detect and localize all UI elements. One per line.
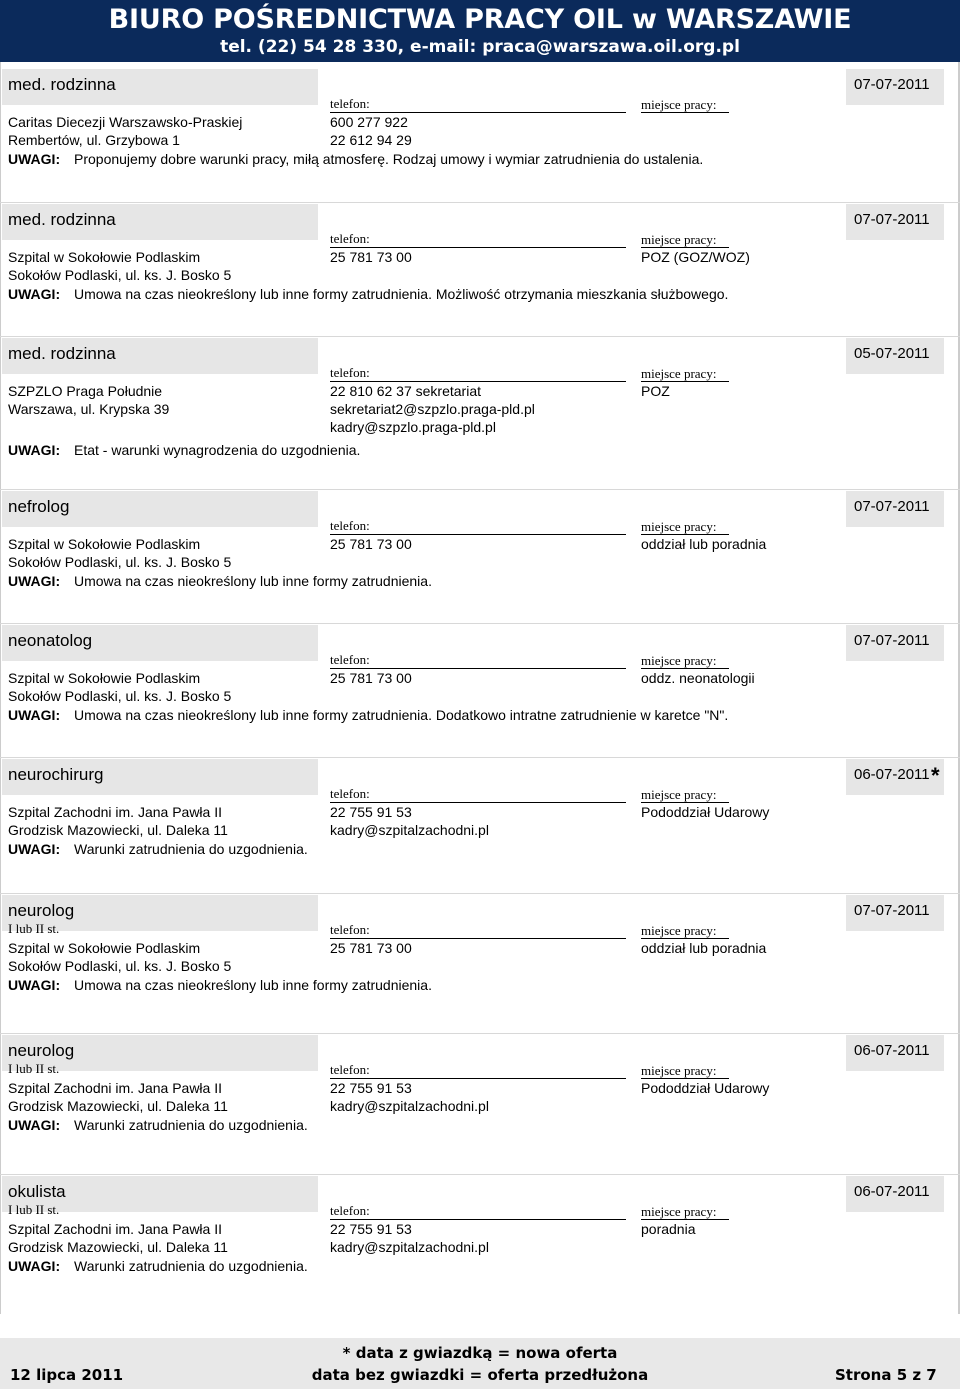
offer-date: 05-07-2011 bbox=[854, 345, 930, 362]
contact-line: 22 755 91 53 bbox=[330, 804, 412, 820]
entry-separator bbox=[0, 893, 960, 894]
contact-line: 600 277 922 bbox=[330, 114, 408, 130]
degree-requirement: I lub II st. bbox=[8, 1061, 60, 1076]
notes-text: Warunki zatrudnienia do uzgodnienia. bbox=[74, 1258, 308, 1274]
offer-date: 07-07-2011 bbox=[854, 902, 930, 919]
workplace-label: miejsce pracy: bbox=[641, 97, 717, 112]
employer-block bbox=[8, 248, 231, 284]
entry-separator bbox=[0, 757, 960, 758]
header-contact: tel. (22) 54 28 330, e-mail: praca@warszawa.oil.org.pl bbox=[220, 37, 740, 57]
employer-name: Szpital w Sokołowie Podlaskim bbox=[8, 536, 201, 552]
workplace-label: miejsce pracy: bbox=[641, 232, 717, 247]
contact-line: 22 810 62 37 sekretariat bbox=[330, 383, 481, 399]
workplace-label: miejsce pracy: bbox=[641, 366, 717, 381]
contact-block bbox=[330, 1079, 489, 1115]
phone-label: telefon: bbox=[330, 1203, 370, 1218]
contact-block bbox=[330, 1220, 489, 1256]
job-offer bbox=[0, 336, 960, 472]
contact-line: kadry@szpitalzachodni.pl bbox=[330, 1098, 489, 1114]
contact-line: 22 612 94 29 bbox=[330, 132, 412, 148]
employer-block bbox=[8, 382, 169, 418]
entry-separator bbox=[0, 489, 960, 490]
workplace-label: miejsce pracy: bbox=[641, 519, 717, 534]
entry-separator bbox=[0, 202, 960, 203]
specialty-name: neurolog bbox=[8, 901, 75, 920]
employer-block bbox=[8, 1220, 228, 1256]
phone-label: telefon: bbox=[330, 96, 370, 111]
workplace-label-underline bbox=[641, 112, 729, 113]
contact-line: sekretariat2@szpzlo.praga-pld.pl bbox=[330, 401, 535, 417]
workplace-value: oddział lub poradnia bbox=[641, 940, 767, 956]
employer-name: Szpital Zachodni im. Jana Pawła II bbox=[8, 1080, 222, 1096]
employer-name: Szpital w Sokołowie Podlaskim bbox=[8, 940, 201, 956]
workplace-label: miejsce pracy: bbox=[641, 653, 717, 668]
job-offer bbox=[0, 202, 960, 338]
employer-address: Rembertów, ul. Grzybowa 1 bbox=[8, 132, 180, 148]
offer-date: 07-07-2011 bbox=[854, 632, 930, 649]
specialty-name: neurochirurg bbox=[8, 765, 104, 784]
offer-date: 06-07-2011 bbox=[854, 766, 930, 783]
header-title: BIURO POŚREDNICTWA PRACY OIL w WARSZAWIE bbox=[108, 4, 852, 35]
workplace-value: oddz. neonatologii bbox=[641, 670, 755, 686]
employer-block bbox=[8, 535, 231, 571]
workplace-value: POZ (GOZ/WOZ) bbox=[641, 249, 750, 265]
employer-block bbox=[8, 1079, 228, 1115]
contact-block bbox=[330, 535, 412, 553]
phone-label: telefon: bbox=[330, 518, 370, 533]
specialty-name: neurolog bbox=[8, 1041, 75, 1060]
offer-date: 06-07-2011 bbox=[854, 1042, 930, 1059]
job-offer bbox=[0, 623, 960, 759]
job-offer bbox=[0, 1174, 960, 1310]
employer-address: Grodzisk Mazowiecki, ul. Daleka 11 bbox=[8, 822, 228, 838]
notes-label: UWAGI: bbox=[8, 442, 61, 458]
specialty-name: med. rodzinna bbox=[8, 344, 116, 363]
notes-text: Umowa na czas nieokreślony lub inne formy zatrudnienia. Możliwość otrzymania mieszkania służbowego. bbox=[74, 286, 729, 302]
phone-label: telefon: bbox=[330, 922, 370, 937]
phone-label: telefon: bbox=[330, 365, 370, 380]
contact-line: 25 781 73 00 bbox=[330, 670, 412, 686]
job-offer bbox=[0, 757, 960, 893]
notes-text: Etat - warunki wynagrodzenia do uzgodnienia. bbox=[74, 442, 361, 458]
employer-address: Sokołów Podlaski, ul. ks. J. Bosko 5 bbox=[8, 688, 232, 704]
workplace-value: Pododdział Udarowy bbox=[641, 1080, 770, 1096]
contact-line: kadry@szpzlo.praga-pld.pl bbox=[330, 419, 496, 435]
employer-block bbox=[8, 803, 228, 839]
employer-address: Warszawa, ul. Krypska 39 bbox=[8, 401, 170, 417]
phone-label: telefon: bbox=[330, 786, 370, 801]
legend-extended-offer: data bez gwiazdki = oferta przedłużona bbox=[311, 1366, 649, 1384]
workplace-value: poradnia bbox=[641, 1221, 696, 1237]
employer-name: Szpital w Sokołowie Podlaskim bbox=[8, 670, 201, 686]
notes-label: UWAGI: bbox=[8, 573, 61, 589]
phone-label: telefon: bbox=[330, 231, 370, 246]
contact-block bbox=[330, 803, 489, 839]
contact-line: 25 781 73 00 bbox=[330, 249, 412, 265]
offer-date: 07-07-2011 bbox=[854, 76, 930, 93]
degree-requirement: I lub II st. bbox=[8, 921, 60, 936]
notes-text: Umowa na czas nieokreślony lub inne formy zatrudnienia. bbox=[74, 977, 432, 993]
job-offer bbox=[0, 1033, 960, 1169]
employer-name: Szpital w Sokołowie Podlaskim bbox=[8, 249, 201, 265]
entry-separator bbox=[0, 1174, 960, 1175]
notes-text: Proponujemy dobre warunki pracy, miłą atmosferę. Rodzaj umowy i wymiar zatrudnienia do ustalenia. bbox=[74, 151, 704, 167]
legend-new-offer: * data z gwiazdką = nowa oferta bbox=[342, 1344, 618, 1362]
offer-date: 06-07-2011 bbox=[854, 1183, 930, 1200]
contact-line: 22 755 91 53 bbox=[330, 1221, 412, 1237]
contact-line: kadry@szpitalzachodni.pl bbox=[330, 1239, 489, 1255]
job-offer bbox=[0, 67, 960, 203]
employer-address: Sokołów Podlaski, ul. ks. J. Bosko 5 bbox=[8, 554, 232, 570]
workplace-value: oddział lub poradnia bbox=[641, 536, 767, 552]
contact-block bbox=[330, 248, 412, 266]
notes-label: UWAGI: bbox=[8, 1258, 61, 1274]
workplace-label: miejsce pracy: bbox=[641, 1063, 717, 1078]
employer-address: Grodzisk Mazowiecki, ul. Daleka 11 bbox=[8, 1239, 228, 1255]
new-offer-marker: * bbox=[931, 763, 940, 788]
notes-label: UWAGI: bbox=[8, 1117, 61, 1133]
notes-label: UWAGI: bbox=[8, 707, 61, 723]
footer-date: 12 lipca 2011 bbox=[10, 1366, 124, 1384]
workplace-label: miejsce pracy: bbox=[641, 787, 717, 802]
employer-name: Szpital Zachodni im. Jana Pawła II bbox=[8, 804, 222, 820]
contact-line: 25 781 73 00 bbox=[330, 536, 412, 552]
contact-block bbox=[330, 113, 412, 149]
contact-block bbox=[330, 939, 412, 957]
job-offer bbox=[0, 893, 960, 1029]
employer-address: Grodzisk Mazowiecki, ul. Daleka 11 bbox=[8, 1098, 228, 1114]
contact-line: 22 755 91 53 bbox=[330, 1080, 412, 1096]
employer-block bbox=[8, 939, 231, 975]
entry-separator bbox=[0, 623, 960, 624]
offer-date: 07-07-2011 bbox=[854, 211, 930, 228]
footer-legend bbox=[0, 1342, 960, 1386]
employer-address: Sokołów Podlaski, ul. ks. J. Bosko 5 bbox=[8, 958, 232, 974]
employer-block bbox=[8, 113, 242, 149]
notes-text: Warunki zatrudnienia do uzgodnienia. bbox=[74, 841, 308, 857]
specialty-name: okulista bbox=[8, 1182, 66, 1201]
phone-label: telefon: bbox=[330, 652, 370, 667]
workplace-label: miejsce pracy: bbox=[641, 923, 717, 938]
employer-address: Sokołów Podlaski, ul. ks. J. Bosko 5 bbox=[8, 267, 232, 283]
contact-line: 25 781 73 00 bbox=[330, 940, 412, 956]
workplace-label: miejsce pracy: bbox=[641, 1204, 717, 1219]
phone-label: telefon: bbox=[330, 1062, 370, 1077]
page-number: Strona 5 z 7 bbox=[835, 1366, 937, 1384]
employer-block bbox=[8, 669, 231, 705]
workplace-value: POZ bbox=[641, 383, 670, 399]
contact-line: kadry@szpitalzachodni.pl bbox=[330, 822, 489, 838]
notes-text: Warunki zatrudnienia do uzgodnienia. bbox=[74, 1117, 308, 1133]
entry-separator bbox=[0, 336, 960, 337]
specialty-name: neonatolog bbox=[8, 631, 93, 650]
employer-name: Caritas Diecezji Warszawsko-Praskiej bbox=[8, 114, 243, 130]
notes-label: UWAGI: bbox=[8, 286, 61, 302]
employer-name: Szpital Zachodni im. Jana Pawła II bbox=[8, 1221, 222, 1237]
specialty-name: med. rodzinna bbox=[8, 75, 116, 94]
notes-text: Umowa na czas nieokreślony lub inne formy zatrudnienia. bbox=[74, 573, 432, 589]
specialty-name: nefrolog bbox=[8, 497, 70, 516]
notes-label: UWAGI: bbox=[8, 977, 61, 993]
notes-text: Umowa na czas nieokreślony lub inne formy zatrudnienia. Dodatkowo intratne zatrudnienie w karetce "N". bbox=[74, 707, 729, 723]
job-offer bbox=[0, 489, 960, 625]
specialty-name: med. rodzinna bbox=[8, 210, 116, 229]
offer-date: 07-07-2011 bbox=[854, 498, 930, 515]
contact-block bbox=[330, 382, 535, 436]
employer-name: SZPZLO Praga Południe bbox=[8, 383, 163, 399]
notes-label: UWAGI: bbox=[8, 841, 61, 857]
degree-requirement: I lub II st. bbox=[8, 1202, 60, 1217]
contact-block bbox=[330, 669, 412, 687]
notes-label: UWAGI: bbox=[8, 151, 61, 167]
workplace-value: Pododdział Udarowy bbox=[641, 804, 770, 820]
entry-separator bbox=[0, 1033, 960, 1034]
